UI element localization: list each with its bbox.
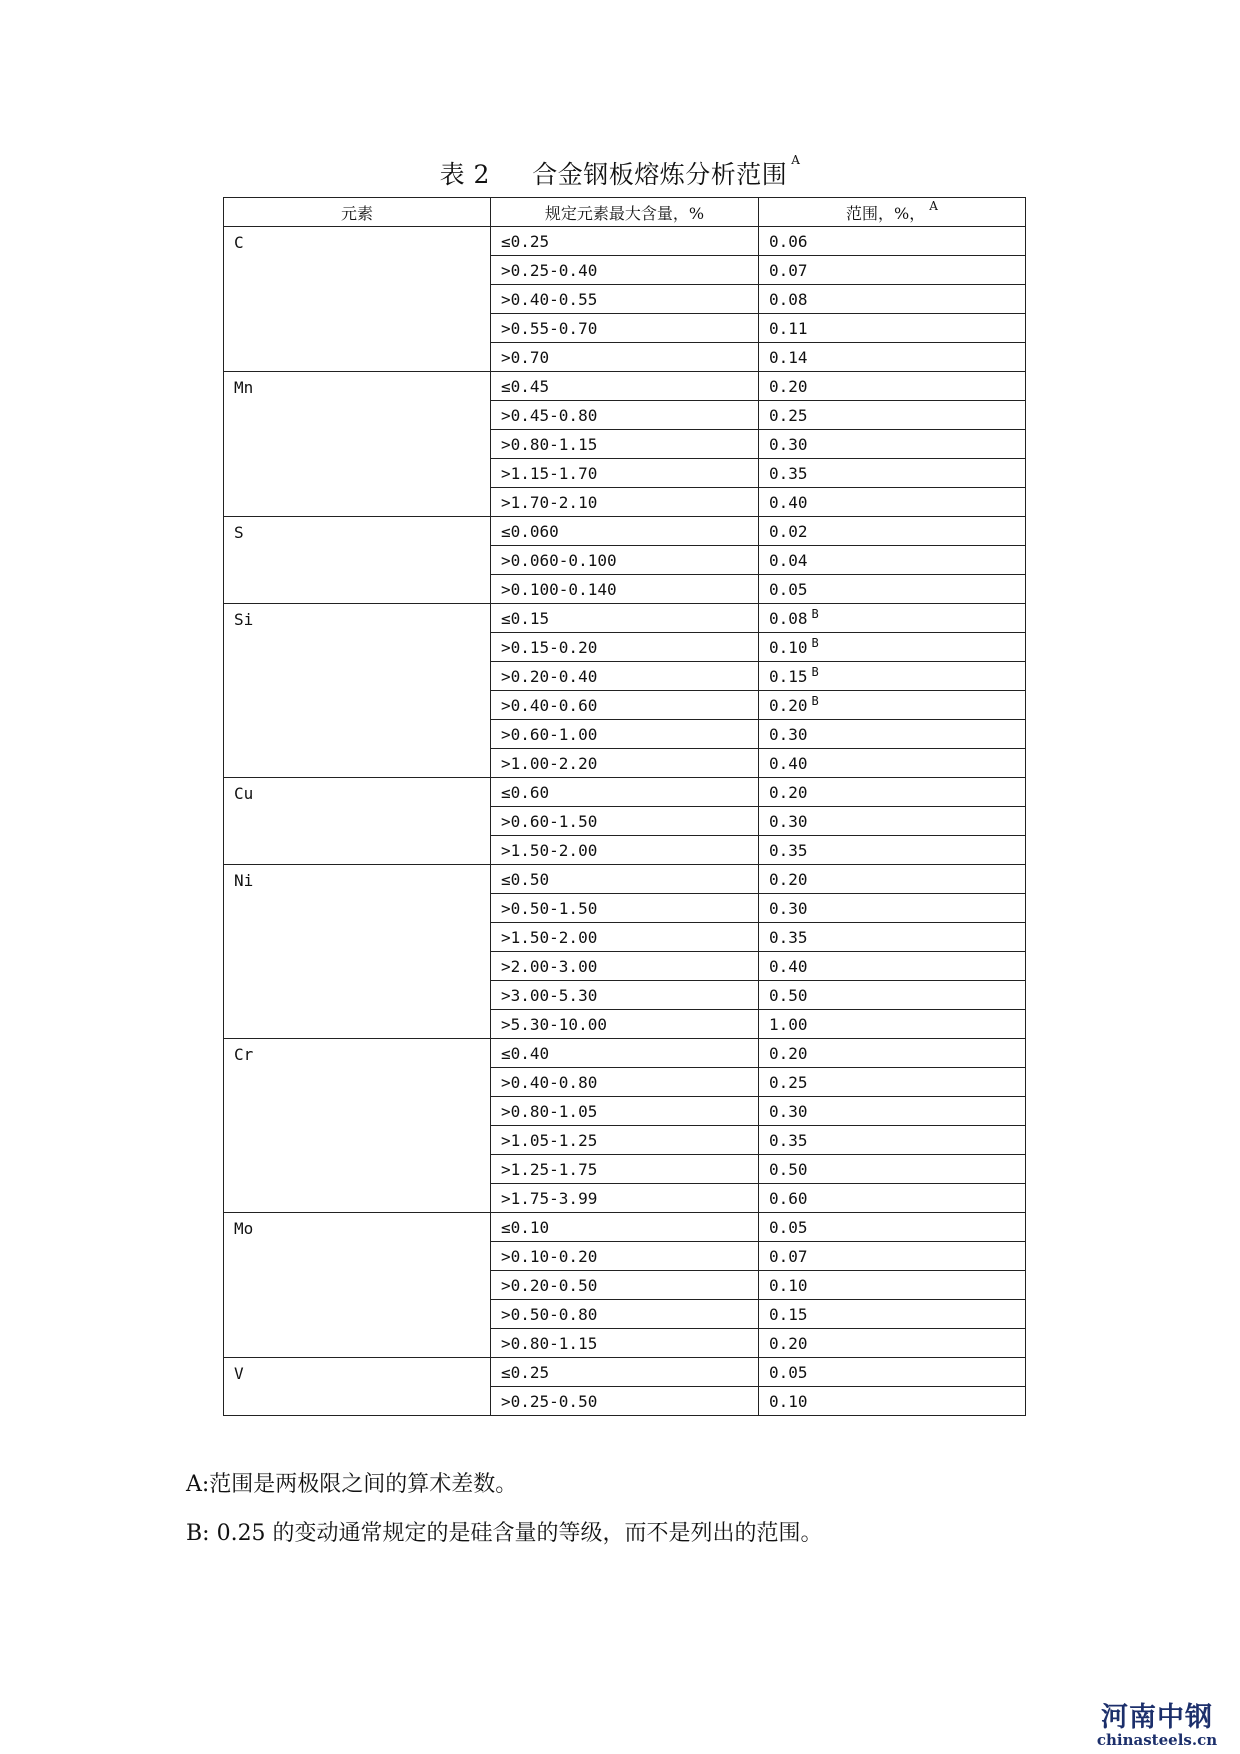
range-value: 0.25 bbox=[769, 405, 808, 425]
max-content-cell: >1.15-1.70 bbox=[491, 459, 759, 488]
max-content-cell: >0.20-0.50 bbox=[491, 1271, 759, 1300]
range-cell bbox=[759, 430, 1026, 459]
table-body bbox=[224, 227, 1026, 1416]
max-content-cell: ≤0.10 bbox=[491, 1213, 759, 1242]
range-cell bbox=[759, 1213, 1026, 1242]
range-value: 0.35 bbox=[769, 840, 808, 860]
range-cell bbox=[759, 459, 1026, 488]
max-content-cell: >3.00-5.30 bbox=[491, 981, 759, 1010]
max-content-cell: >0.40-0.55 bbox=[491, 285, 759, 314]
table-row bbox=[224, 227, 1026, 256]
range-cell bbox=[759, 1155, 1026, 1184]
header-range bbox=[759, 198, 1026, 227]
max-content-cell: >1.05-1.25 bbox=[491, 1126, 759, 1155]
range-cell bbox=[759, 372, 1026, 401]
watermark-name: 河南中钢 bbox=[1101, 1702, 1213, 1733]
range-cell bbox=[759, 894, 1026, 923]
range-value: 0.50 bbox=[769, 1159, 808, 1179]
watermark-logo bbox=[1082, 1704, 1232, 1748]
max-content-cell: >0.50-0.80 bbox=[491, 1300, 759, 1329]
element-cell: V bbox=[224, 1358, 491, 1416]
footnote-b: B: 0.25 的变动通常规定的是硅含量的等级，而不是列出的范围。 bbox=[186, 1521, 823, 1546]
max-content-cell: >0.060-0.100 bbox=[491, 546, 759, 575]
range-cell bbox=[759, 1039, 1026, 1068]
range-cell bbox=[759, 314, 1026, 343]
range-cell bbox=[759, 720, 1026, 749]
range-value: 0.05 bbox=[769, 1362, 808, 1382]
element-cell: Si bbox=[224, 604, 491, 778]
range-footnote-mark: B bbox=[811, 606, 819, 621]
range-cell bbox=[759, 749, 1026, 778]
range-cell bbox=[759, 1010, 1026, 1039]
max-content-cell: >0.15-0.20 bbox=[491, 633, 759, 662]
element-cell: Ni bbox=[224, 865, 491, 1039]
range-value: 0.11 bbox=[769, 318, 808, 338]
max-content-cell: >5.30-10.00 bbox=[491, 1010, 759, 1039]
range-value: 0.10 bbox=[769, 1391, 808, 1411]
range-cell bbox=[759, 604, 1026, 633]
range-value: 0.50 bbox=[769, 985, 808, 1005]
max-content-cell: ≤0.060 bbox=[491, 517, 759, 546]
range-cell bbox=[759, 865, 1026, 894]
range-cell bbox=[759, 952, 1026, 981]
range-cell bbox=[759, 1329, 1026, 1358]
range-cell bbox=[759, 517, 1026, 546]
range-footnote-mark: B bbox=[811, 693, 819, 708]
max-content-cell: >0.40-0.80 bbox=[491, 1068, 759, 1097]
max-content-cell: >1.50-2.00 bbox=[491, 923, 759, 952]
range-value: 0.10 bbox=[769, 1275, 808, 1295]
range-value: 0.06 bbox=[769, 231, 808, 251]
range-cell bbox=[759, 1097, 1026, 1126]
range-cell bbox=[759, 575, 1026, 604]
range-value: 0.20 bbox=[769, 695, 808, 715]
range-value: 0.10 bbox=[769, 637, 808, 657]
max-content-cell: >0.80-1.05 bbox=[491, 1097, 759, 1126]
max-content-cell: >0.25-0.50 bbox=[491, 1387, 759, 1416]
element-cell: Mo bbox=[224, 1213, 491, 1358]
range-footnote-mark: B bbox=[811, 635, 819, 650]
range-value: 0.05 bbox=[769, 579, 808, 599]
max-content-cell: >0.10-0.20 bbox=[491, 1242, 759, 1271]
range-cell bbox=[759, 343, 1026, 372]
range-cell bbox=[759, 981, 1026, 1010]
max-content-cell: >0.40-0.60 bbox=[491, 691, 759, 720]
max-content-cell: ≤0.45 bbox=[491, 372, 759, 401]
range-value: 0.30 bbox=[769, 434, 808, 454]
element-cell: Cr bbox=[224, 1039, 491, 1213]
range-value: 0.05 bbox=[769, 1217, 808, 1237]
max-content-cell: >0.80-1.15 bbox=[491, 430, 759, 459]
range-value: 0.08 bbox=[769, 289, 808, 309]
max-content-cell: >0.100-0.140 bbox=[491, 575, 759, 604]
range-cell bbox=[759, 1300, 1026, 1329]
max-content-cell: ≤0.25 bbox=[491, 1358, 759, 1387]
max-content-cell: >1.50-2.00 bbox=[491, 836, 759, 865]
range-cell bbox=[759, 1387, 1026, 1416]
range-cell bbox=[759, 778, 1026, 807]
max-content-cell: >1.25-1.75 bbox=[491, 1155, 759, 1184]
max-content-cell: ≤0.40 bbox=[491, 1039, 759, 1068]
range-value: 0.20 bbox=[769, 782, 808, 802]
range-value: 0.35 bbox=[769, 463, 808, 483]
range-value: 0.60 bbox=[769, 1188, 808, 1208]
range-cell bbox=[759, 488, 1026, 517]
range-value: 0.30 bbox=[769, 724, 808, 744]
range-cell bbox=[759, 1126, 1026, 1155]
range-cell bbox=[759, 662, 1026, 691]
range-value: 0.04 bbox=[769, 550, 808, 570]
table-row bbox=[224, 1039, 1026, 1068]
range-cell bbox=[759, 691, 1026, 720]
range-cell bbox=[759, 1184, 1026, 1213]
range-value: 0.35 bbox=[769, 927, 808, 947]
range-cell bbox=[759, 1271, 1026, 1300]
range-footnote-mark: B bbox=[811, 664, 819, 679]
table-row bbox=[224, 778, 1026, 807]
range-value: 0.35 bbox=[769, 1130, 808, 1150]
max-content-cell: >0.70 bbox=[491, 343, 759, 372]
table-row bbox=[224, 1358, 1026, 1387]
max-content-cell: >1.00-2.20 bbox=[491, 749, 759, 778]
max-content-cell: ≤0.60 bbox=[491, 778, 759, 807]
header-element: 元素 bbox=[224, 198, 491, 227]
table-caption bbox=[0, 155, 1240, 191]
range-cell bbox=[759, 546, 1026, 575]
max-content-cell: >0.80-1.15 bbox=[491, 1329, 759, 1358]
max-content-cell: >1.75-3.99 bbox=[491, 1184, 759, 1213]
table-header-row bbox=[224, 198, 1026, 227]
header-range-footnote-mark: A bbox=[929, 198, 938, 213]
range-value: 0.02 bbox=[769, 521, 808, 541]
range-cell bbox=[759, 227, 1026, 256]
range-cell bbox=[759, 633, 1026, 662]
range-value: 1.00 bbox=[769, 1014, 808, 1034]
max-content-cell: >0.20-0.40 bbox=[491, 662, 759, 691]
range-cell bbox=[759, 836, 1026, 865]
range-value: 0.30 bbox=[769, 1101, 808, 1121]
watermark-site: chinasteels.cn bbox=[1096, 1731, 1218, 1749]
range-value: 0.25 bbox=[769, 1072, 808, 1092]
element-cell: Mn bbox=[224, 372, 491, 517]
range-cell bbox=[759, 1068, 1026, 1097]
max-content-cell: >1.70-2.10 bbox=[491, 488, 759, 517]
melting-analysis-range-table bbox=[223, 197, 1026, 1416]
table-row bbox=[224, 1213, 1026, 1242]
range-value: 0.20 bbox=[769, 376, 808, 396]
max-content-cell: ≤0.15 bbox=[491, 604, 759, 633]
element-cell: S bbox=[224, 517, 491, 604]
range-cell bbox=[759, 1242, 1026, 1271]
table-row bbox=[224, 517, 1026, 546]
element-cell: Cu bbox=[224, 778, 491, 865]
table-row bbox=[224, 865, 1026, 894]
range-value: 0.40 bbox=[769, 492, 808, 512]
range-cell bbox=[759, 285, 1026, 314]
element-cell: C bbox=[224, 227, 491, 372]
range-value: 0.20 bbox=[769, 1333, 808, 1353]
table-row bbox=[224, 372, 1026, 401]
max-content-cell: >0.55-0.70 bbox=[491, 314, 759, 343]
range-value: 0.15 bbox=[769, 666, 808, 686]
header-range-text: 范围，%， bbox=[846, 203, 926, 223]
table-row bbox=[224, 604, 1026, 633]
range-value: 0.14 bbox=[769, 347, 808, 367]
range-cell bbox=[759, 807, 1026, 836]
range-value: 0.07 bbox=[769, 1246, 808, 1266]
max-content-cell: ≤0.50 bbox=[491, 865, 759, 894]
max-content-cell: >0.45-0.80 bbox=[491, 401, 759, 430]
range-value: 0.20 bbox=[769, 869, 808, 889]
footnote-a: A:范围是两极限之间的算术差数。 bbox=[186, 1472, 518, 1497]
range-cell bbox=[759, 256, 1026, 285]
max-content-cell: >0.60-1.50 bbox=[491, 807, 759, 836]
range-value: 0.08 bbox=[769, 608, 808, 628]
range-value: 0.30 bbox=[769, 898, 808, 918]
max-content-cell: ≤0.25 bbox=[491, 227, 759, 256]
range-value: 0.20 bbox=[769, 1043, 808, 1063]
header-max-content: 规定元素最大含量，% bbox=[491, 198, 759, 227]
max-content-cell: >2.00-3.00 bbox=[491, 952, 759, 981]
max-content-cell: >0.25-0.40 bbox=[491, 256, 759, 285]
range-value: 0.40 bbox=[769, 753, 808, 773]
max-content-cell: >0.50-1.50 bbox=[491, 894, 759, 923]
range-cell bbox=[759, 1358, 1026, 1387]
range-value: 0.07 bbox=[769, 260, 808, 280]
range-value: 0.40 bbox=[769, 956, 808, 976]
range-cell bbox=[759, 923, 1026, 952]
range-cell bbox=[759, 401, 1026, 430]
table-caption-footnote-mark: A bbox=[791, 153, 801, 167]
range-value: 0.30 bbox=[769, 811, 808, 831]
range-value: 0.15 bbox=[769, 1304, 808, 1324]
max-content-cell: >0.60-1.00 bbox=[491, 720, 759, 749]
table-caption-text: 表 2 合金钢板熔炼分析范围 bbox=[439, 160, 788, 189]
